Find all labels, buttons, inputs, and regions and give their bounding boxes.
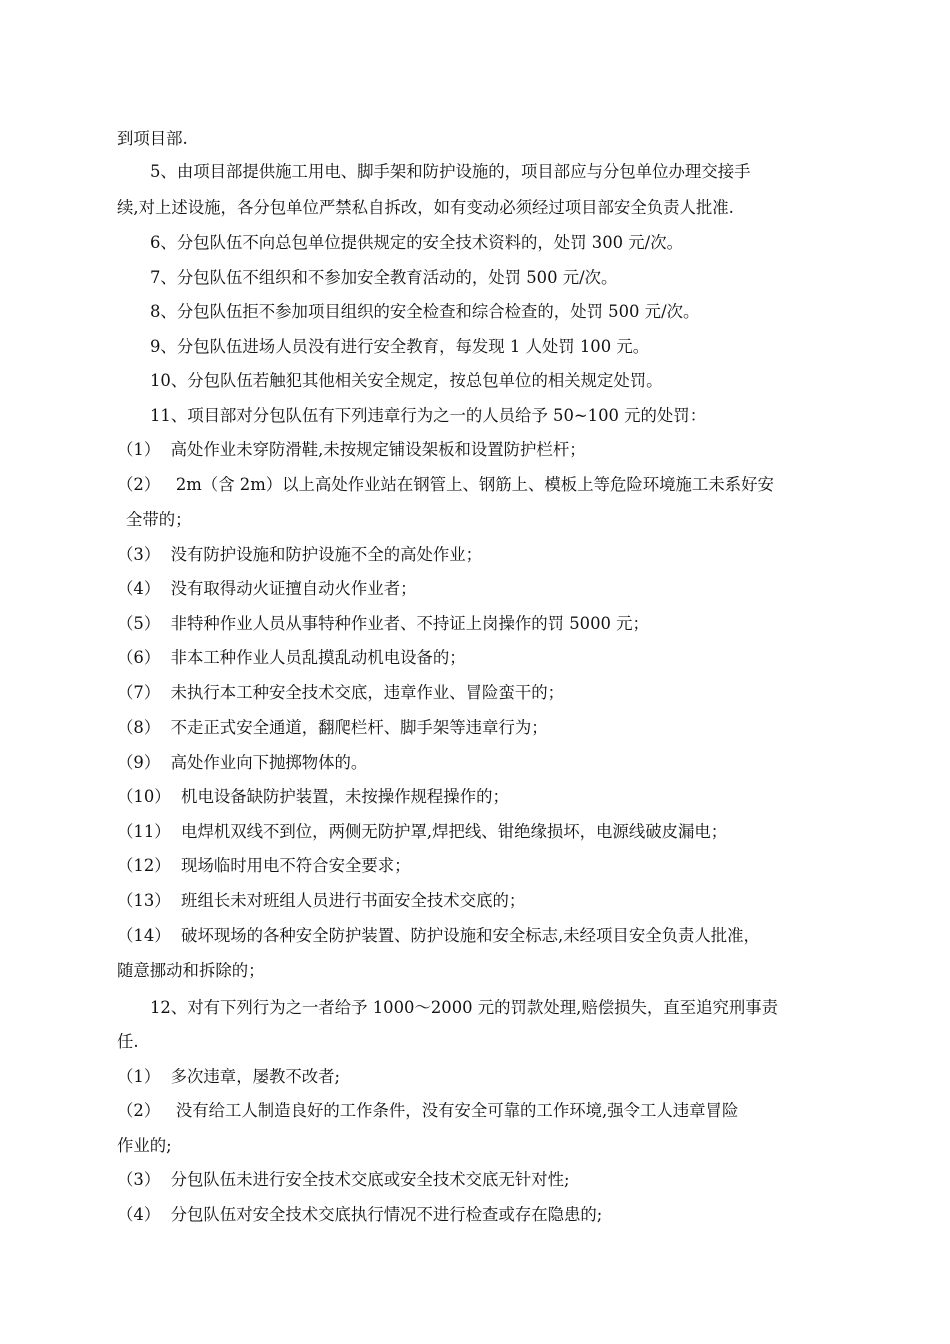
- text-line-2: 5、由项目部提供施工用电、脚手架和防护设施的，项目部应与分包单位办理交接手: [150, 162, 751, 181]
- text-line-8: 10、分包队伍若触犯其他相关安全规定，按总包单位的相关规定处罚。: [150, 371, 663, 390]
- text-line-32: （4） 分包队伍对安全技术交底执行情况不进行检查或存在隐患的;: [117, 1205, 603, 1224]
- text-line-23: （13） 班组长未对班组人员进行书面安全技术交底的；: [117, 891, 526, 910]
- text-line-31: （3） 分包队伍未进行安全技术交底或安全技术交底无针对性;: [117, 1170, 570, 1189]
- text-line-7: 9、分包队伍进场人员没有进行安全教育，每发现 1 人处罚 100 元。: [150, 337, 650, 356]
- text-line-30: 作业的;: [117, 1136, 172, 1155]
- text-line-3: 续,对上述设施，各分包单位严禁私自拆改，如有变动必须经过项目部安全负责人批准.: [117, 198, 734, 217]
- text-line-24: （14） 破坏现场的各种安全防护装置、防护设施和安全标志,未经项目安全负责人批准，: [117, 926, 760, 945]
- text-line-15: （5） 非特种作业人员从事特种作业者、不持证上岗操作的罚 5000 元；: [117, 614, 649, 633]
- text-line-20: （10） 机电设备缺防护装置，未按操作规程操作的；: [117, 787, 509, 806]
- text-line-22: （12） 现场临时用电不符合安全要求；: [117, 856, 411, 875]
- text-line-10: （1） 高处作业未穿防滑鞋,未按规定铺设架板和设置防护栏杆；: [117, 440, 586, 459]
- text-line-19: （9） 高处作业向下抛掷物体的。: [117, 753, 368, 772]
- text-line-12: 全带的；: [126, 510, 192, 529]
- text-line-9: 11、项目部对分包队伍有下列违章行为之一的人员给予 50~100 元的处罚：: [150, 406, 707, 425]
- text-line-16: （6） 非本工种作业人员乱摸乱动机电设备的；: [117, 648, 466, 667]
- text-line-11: （2） 2m（含 2m）以上高处作业站在钢管上、钢筋上、模板上等危险环境施工未系好安: [117, 475, 774, 494]
- text-line-1: 到项目部.: [117, 129, 188, 148]
- text-line-17: （7） 未执行本工种安全技术交底，违章作业、冒险蛮干的；: [117, 683, 565, 702]
- text-line-28: （1） 多次违章，屡教不改者;: [117, 1067, 341, 1086]
- text-line-5: 7、分包队伍不组织和不参加安全教育活动的，处罚 500 元/次。: [150, 268, 618, 287]
- text-line-14: （4） 没有取得动火证擅自动火作业者；: [117, 579, 417, 598]
- text-line-21: （11） 电焊机双线不到位，两侧无防护罩,焊把线、钳绝缘损坏，电源线破皮漏电；: [117, 822, 728, 841]
- text-line-18: （8） 不走正式安全通道，翻爬栏杆、脚手架等违章行为；: [117, 718, 548, 737]
- text-line-29: （2） 没有给工人制造良好的工作条件，没有安全可靠的工作环境,强令工人违章冒险: [117, 1101, 739, 1120]
- text-line-6: 8、分包队伍拒不参加项目组织的安全检查和综合检查的，处罚 500 元/次。: [150, 302, 700, 321]
- text-line-25: 随意挪动和拆除的；: [117, 961, 265, 980]
- text-line-26: 12、对有下列行为之一者给予 1000～2000 元的罚款处理,赔偿损失，直至追究刑事责: [150, 998, 779, 1017]
- text-line-4: 6、分包队伍不向总包单位提供规定的安全技术资料的，处罚 300 元/次。: [150, 233, 683, 252]
- text-line-13: （3） 没有防护设施和防护设施不全的高处作业；: [117, 545, 483, 564]
- text-line-27: 任.: [117, 1032, 139, 1051]
